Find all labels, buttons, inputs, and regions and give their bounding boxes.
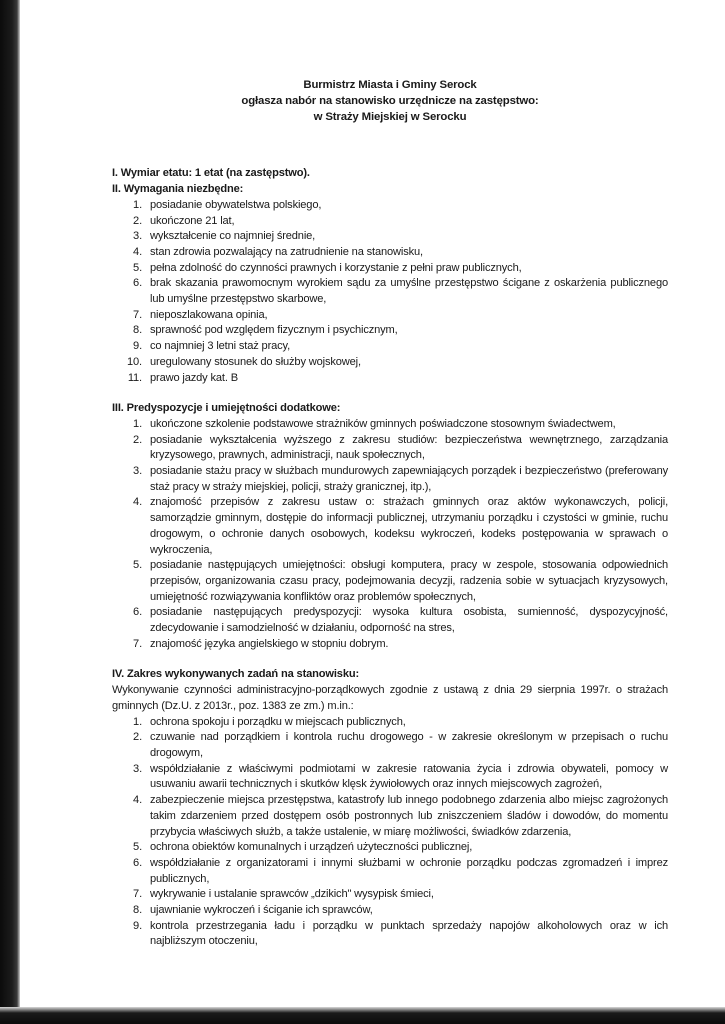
list-item [112, 715, 668, 731]
section-4-heading: IV. Zakres wykonywanych zadań na stanowisku: [112, 668, 360, 681]
list-item-text: nieposzlakowana opinia, [150, 308, 268, 321]
list-item-text: ochrona spokoju i porządku w miejscach publicznych, [150, 715, 406, 728]
section-1 [112, 166, 668, 182]
list-item-number: 1. [133, 715, 142, 728]
list-item [112, 245, 668, 261]
list-item [112, 261, 668, 277]
list-item [112, 371, 668, 387]
list-item-number: 3. [133, 762, 142, 775]
list-item-number: 5. [133, 261, 142, 274]
list-item-text: znajomość języka angielskiego w stopniu dobrym. [150, 637, 389, 650]
section-3-list [112, 417, 668, 653]
section-2-heading: II. Wymagania niezbędne: [112, 183, 244, 196]
list-item-text: ujawnianie wykroczeń i ściganie ich sprawców, [150, 904, 373, 917]
list-item-text: posiadanie wykształcenia wyższego z zakresu studiów: bezpieczeństwa wewnętrznego, zarządzania kryzysowego, prawnych, administracji, nauk społecznych, [150, 433, 668, 462]
section-2-list [112, 198, 668, 386]
list-item-text: ukończone 21 lat, [150, 214, 235, 227]
section-4 [112, 667, 668, 950]
list-item [112, 323, 668, 339]
list-item-text: czuwanie nad porządkiem i kontrola ruchu drogowego - w zakresie określonym w przepisach o ruchu drogowym, [150, 731, 668, 759]
list-item [112, 558, 668, 605]
document-header [112, 78, 668, 125]
list-item-text: ochrona obiektów komunalnych i urządzeń użyteczności publicznej, [150, 841, 473, 854]
list-item-text: kontrola przestrzegania ładu i porządku w punktach sprzedaży napojów alkoholowych oraz w ich najbliższym otoczeniu, [150, 919, 668, 948]
list-item [112, 276, 668, 307]
list-item-number: 8. [133, 904, 142, 917]
header-line-2: ogłasza nabór na stanowisko urzędnicze na zastępstwo: [241, 94, 539, 107]
list-item [112, 417, 668, 433]
list-item [112, 464, 668, 495]
list-item-number: 3. [133, 230, 142, 243]
list-item-text: współdziałanie z organizatorami i innymi służbami w ochronie porządku podczas zgromadzeń i imprez publicznych, [150, 856, 668, 885]
list-item-number: 4. [133, 496, 142, 509]
list-item-number: 3. [133, 465, 142, 478]
section-2 [112, 182, 668, 386]
list-item-text: brak skazania prawomocnym wyrokiem sądu za umyślne przestępstwo ścigane z oskarżenia publicznego lub umyślne przestępstwo skarbowe, [150, 277, 668, 306]
list-item-number: 4. [133, 794, 142, 807]
section-3 [112, 401, 668, 652]
list-item [112, 339, 668, 355]
list-item-text: współdziałanie z właściwymi podmiotami w zakresie ratowania życia i zdrowia obywateli, pomocy w usuwaniu awarii technicznych i skutków klęsk żywiołowych oraz innych miejscowych zagrożeń, [150, 762, 668, 791]
list-item [112, 887, 668, 903]
list-item-text: posiadanie obywatelstwa polskiego, [150, 198, 322, 211]
list-item [112, 762, 668, 793]
list-item-number: 9. [133, 340, 142, 353]
list-item-number: 8. [133, 324, 142, 337]
list-item-text: zabezpieczenie miejsca przestępstwa, katastrofy lub innego podobnego zdarzenia albo miejsc zagrożonych takim zdarzeniem przed dostępem osób postronnych lub zniszczeniem śladów i dowodów, do momentu przybycia właściwych służb, a także ustalenie, w miarę możliwości, świadków zdarzenia, [150, 794, 668, 838]
list-item-text: pełna zdolność do czynności prawnych i korzystanie z pełni praw publicznych, [150, 261, 522, 274]
list-item-text: wykrywanie i ustalanie sprawców „dzikich" wysypisk śmieci, [150, 888, 434, 901]
section-3-heading: III. Predyspozycje i umiejętności dodatkowe: [112, 402, 341, 415]
list-item [112, 637, 668, 653]
list-item-number: 1. [133, 198, 142, 211]
list-item [112, 229, 668, 245]
list-item-text: wykształcenie co najmniej średnie, [150, 230, 316, 243]
section-1-heading: I. Wymiar etatu: 1 etat (na zastępstwo). [112, 167, 310, 180]
list-item [112, 198, 668, 214]
list-item-text: stan zdrowia pozwalający na zatrudnienie na stanowisku, [150, 245, 423, 258]
list-item-number: 7. [133, 888, 142, 901]
list-item-text: znajomość przepisów z zakresu ustaw o: strażach gminnych oraz aktów wykonawczych, policji, samorządzie gminnym, dostępie do informacji publicznej, utrzymaniu porządku i czystości w gminie, ruchu drogowym, o ochronie danych osobowych, kodeksu wykroczeń, kodeks postępowania w sprawach o wykroczenia, [150, 496, 668, 556]
list-item [112, 840, 668, 856]
header-line-1: Burmistrz Miasta i Gminy Serock [303, 79, 477, 91]
scan-edge-bottom [0, 1007, 725, 1024]
list-item-number: 10. [127, 355, 142, 368]
list-item [112, 605, 668, 636]
list-item-number: 2. [133, 433, 142, 446]
list-item [112, 495, 668, 558]
list-item-text: co najmniej 3 letni staż pracy, [150, 340, 291, 353]
list-item-number: 6. [133, 606, 142, 619]
list-item [112, 919, 668, 950]
document-page [112, 78, 668, 950]
list-item-text: posiadanie następujących umiejętności: obsługi komputera, pracy w zespole, stosowania odpowiednich przepisów, organizowania czasu pracy, podejmowania decyzji, radzenia sobie w sytuacjach kryzysowych, umiejętność rozwiązywania konfliktów oraz problemów społecznych, [150, 559, 668, 603]
list-item-number: 11. [127, 371, 142, 384]
section-4-list [112, 715, 668, 951]
list-item [112, 308, 668, 324]
list-item-number: 2. [133, 731, 142, 744]
list-item-text: posiadanie stażu pracy w służbach mundurowych zapewniających porządek i bezpieczeństwo (preferowany staż pracy w straży miejskiej, policji, straży granicznej, itp.), [150, 465, 668, 493]
list-item-number: 4. [133, 245, 142, 258]
list-item-number: 1. [133, 417, 142, 430]
header-line-3: w Straży Miejskiej w Serocku [313, 110, 467, 123]
list-item-text: sprawność pod względem fizycznym i psychicznym, [150, 324, 398, 337]
list-item-text: ukończone szkolenie podstawowe strażników gminnych poświadczone stosownym świadectwem, [150, 417, 616, 430]
list-item-text: uregulowany stosunek do służby wojskowej, [150, 355, 361, 368]
list-item-text: prawo jazdy kat. B [150, 371, 238, 384]
list-item-number: 5. [133, 841, 142, 854]
list-item-number: 6. [133, 277, 142, 290]
list-item [112, 793, 668, 840]
list-item [112, 903, 668, 919]
list-item [112, 730, 668, 761]
list-item [112, 355, 668, 371]
list-item [112, 433, 668, 464]
list-item [112, 856, 668, 887]
list-item-number: 7. [133, 308, 142, 321]
scan-edge-left [0, 0, 20, 1024]
list-item-number: 7. [133, 637, 142, 650]
list-item-number: 9. [133, 919, 142, 932]
list-item-text: posiadanie następujących predyspozycji: wysoka kultura osobista, sumienność, dyspozycyjność, zdecydowanie i samodzielność w działaniu, odporność na stres, [150, 606, 668, 635]
list-item [112, 214, 668, 230]
section-4-intro: Wykonywanie czynności administracyjno-porządkowych zgodnie z ustawą z dnia 29 sierpnia 1997r. o strażach gminnych (Dz.U. z 2013r., poz. 1383 ze zm.) m.in.: [112, 684, 668, 712]
list-item-number: 2. [133, 214, 142, 227]
list-item-number: 6. [133, 856, 142, 869]
list-item-number: 5. [133, 559, 142, 572]
